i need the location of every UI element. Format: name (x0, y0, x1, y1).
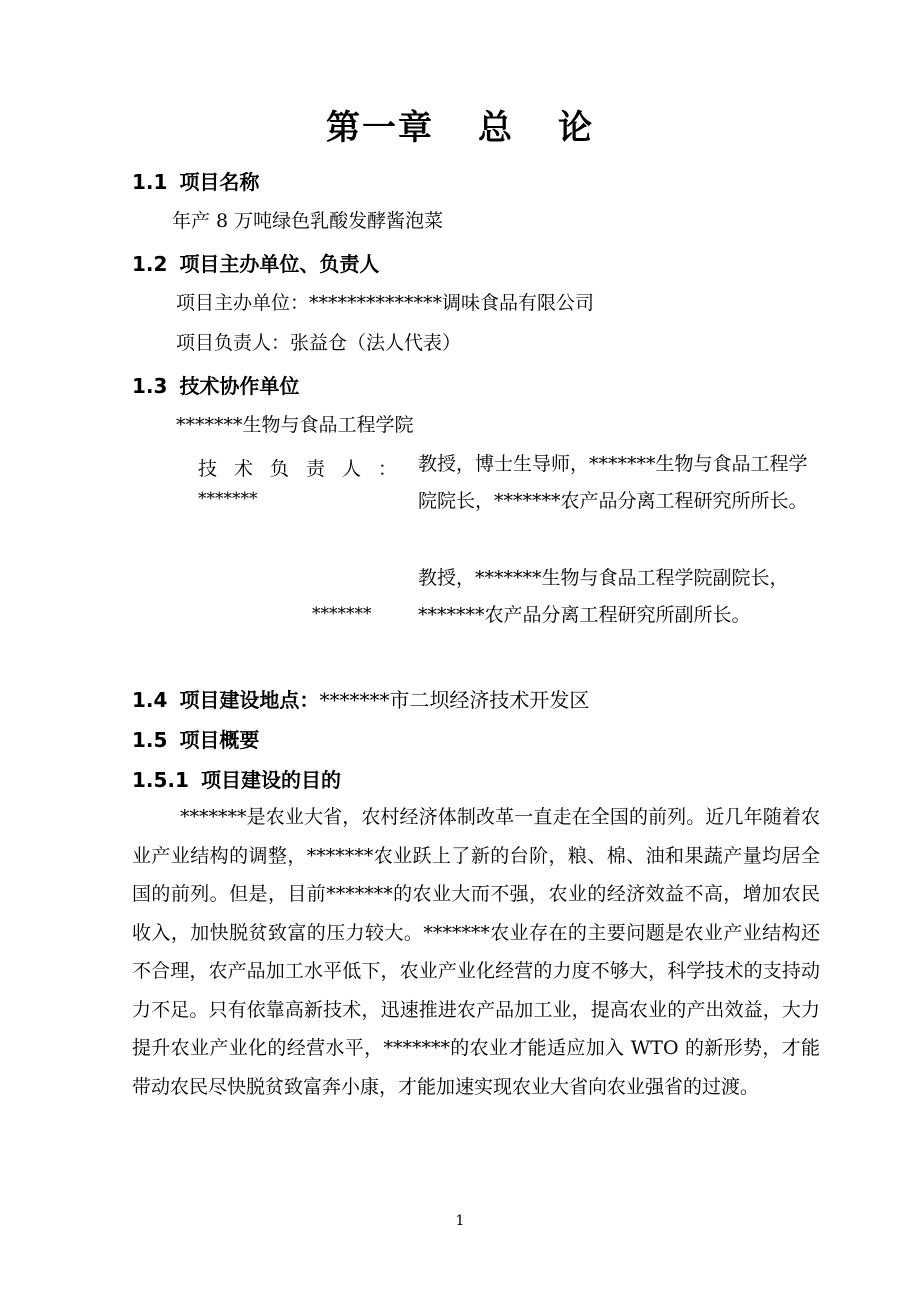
section-1-3-heading (132, 370, 299, 399)
section-number: 1.1 (132, 170, 168, 194)
section-number: 1.2 (132, 252, 168, 276)
purpose-paragraph: *******是农业大省，农村经济体制改革一直走在全国的前列。近几年随着农业产业结构的调整，*******农业跃上了新的台阶，粮、棉、油和果蔬产量均居全国的前列。但是，目前*******的农业大而不强，农业的经济效益不高，增加农民收入，加快脱贫致富的压力较大。*******农业存在的主要问题是农业产业结构还不合理，农产品加工水平低下，农业产业化经营的力度不够大，科学技术的支持动力不足。只有依靠高新技术，迅速推进农产品加工业，提高农业的产出效益，大力提升农业产业化的经营水平，*******的农业才能适应加入 WTO 的新形势，才能带动农民尽快脱贫致富奔小康，才能加速实现农业大省向农业强省的过渡。 (132, 806, 820, 1098)
tech-leader-1-description: 教授，博士生导师，*******生物与食品工程学院院长，*******农产品分离工程研究所所长。 (418, 453, 808, 512)
chapter-title-part2: 总 (478, 108, 514, 148)
section-number: 1.5 (132, 728, 168, 752)
section-title: 项目名称 (179, 170, 260, 194)
section-title: 项目概要 (179, 728, 260, 752)
section-1-1-heading (132, 166, 259, 195)
section-1-5-heading (132, 724, 259, 753)
project-name: 年产 8 万吨绿色乳酸发酵酱泡菜 (172, 210, 444, 232)
section-number: 1.4 (132, 688, 168, 712)
section-1-5-1-heading (132, 764, 341, 793)
section-title: 技术协作单位 (179, 374, 300, 398)
tech-leader-2-description: 教授，*******生物与食品工程学院副院长，*******农产品分离工程研究所副所长。 (418, 567, 789, 626)
project-leader: 项目负责人：张益仓（法人代表） (176, 332, 462, 354)
tech-leader-2-name: ******* (312, 604, 372, 624)
section-title: 项目建设的目的 (200, 768, 341, 792)
construction-site: *******市二坝经济技术开发区 (319, 688, 590, 712)
chapter-title-part1: 第一章 (326, 108, 434, 148)
section-1-2-heading (132, 248, 379, 277)
section-title: 项目主办单位、负责人 (179, 252, 380, 276)
section-number: 1.3 (132, 374, 168, 398)
section-1-4-heading (132, 684, 589, 713)
section-title: 项目建设地点： (179, 688, 320, 712)
tech-leader-label: 技术负责人： (198, 458, 415, 480)
cooperating-institute: *******生物与食品工程学院 (176, 414, 414, 436)
tech-leader-1-name: ******* (198, 489, 258, 509)
page-number: 1 (455, 1213, 465, 1229)
section-number: 1.5.1 (132, 768, 189, 792)
chapter-title (0, 100, 920, 149)
sponsor-unit: 项目主办单位：**************调味食品有限公司 (176, 292, 595, 314)
chapter-title-part3: 论 (558, 108, 594, 148)
